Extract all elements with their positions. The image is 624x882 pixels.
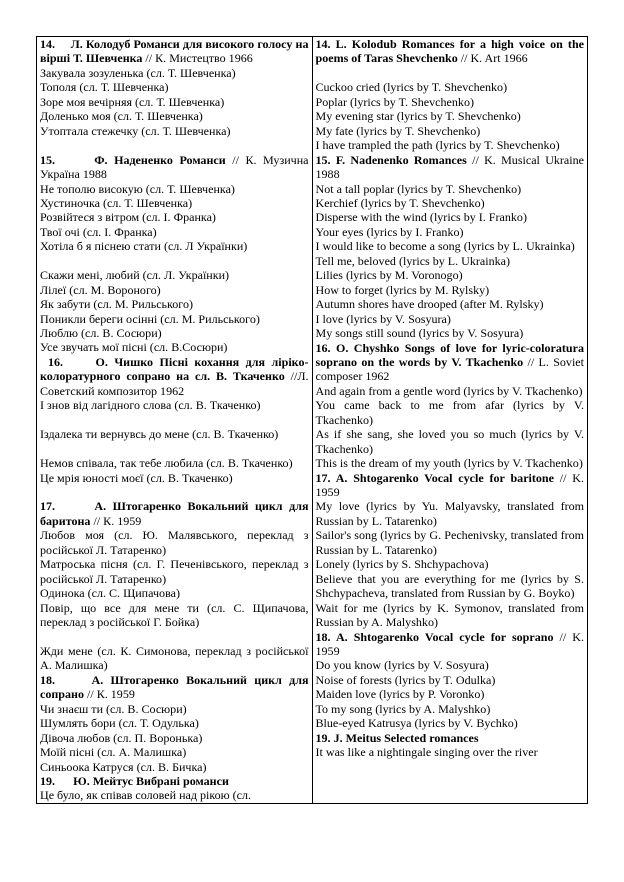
list-item: It was like a nightingale singing over the river xyxy=(315,745,538,760)
list-item: Autumn shores have drooped (after M. Rylsky) xyxy=(315,297,544,312)
list-item: Lilies (lyrics by M. Voronogo) xyxy=(315,268,463,283)
section-title: 14. Л. Колодуб Романси для високого голосу на вірші Т. Шевченка xyxy=(40,37,309,66)
list-item: Як забути (сл. М. Рильського) xyxy=(40,297,193,312)
list-item: І знов від лагідного слова (сл. В. Ткаченко) xyxy=(40,398,261,413)
list-item: Синьоока Катруся (сл. В. Бичка) xyxy=(40,759,207,774)
list-item: I have trampled the path (lyrics by T. Shevchenko) xyxy=(315,138,560,153)
list-item: My songs still sound (lyrics by V. Sosyura) xyxy=(315,326,524,341)
section-title: 19. J. Meitus Selected romances xyxy=(315,730,479,745)
section-heading xyxy=(40,499,309,528)
list-item: You came back to me from afar (lyrics by V. Tkachenko) xyxy=(315,398,584,427)
list-item: As if she sang, she loved you so much (lyrics by V. Tkachenko) xyxy=(315,427,584,456)
section-heading xyxy=(316,630,585,659)
section-publisher: // К. 1959 xyxy=(90,513,142,528)
list-item: Wait for me (lyrics by K. Symonov, translated from Russian by A. Malyshko) xyxy=(315,600,584,630)
section-heading xyxy=(40,673,309,702)
list-item: Це було, як співав соловей над рікою (сл. xyxy=(40,788,252,803)
list-item: Не тополю високую (сл. Т. Шевченка) xyxy=(40,181,235,196)
section-heading xyxy=(40,37,309,66)
list-item: Жди мене (сл. К. Симонова, переклад з російської А. Малишка) xyxy=(40,643,309,673)
table-row xyxy=(37,37,588,804)
section-heading xyxy=(40,774,309,788)
list-item: Maiden love (lyrics by P. Voronko) xyxy=(315,687,485,702)
list-item: Люблю (сл. В. Сосюри) xyxy=(40,326,162,341)
section-heading xyxy=(316,153,585,182)
list-item: Poplar (lyrics by T. Shevchenko) xyxy=(315,94,474,109)
section-publisher: //Л. Советский композитор 1962 xyxy=(40,369,309,398)
list-item: And again from a gentle word (lyrics by V. Tkachenko) xyxy=(315,383,583,398)
list-item: Твої очі (сл. І. Франка) xyxy=(40,224,157,239)
list-item: Одинока (сл. С. Щипачова) xyxy=(40,586,180,601)
section-publisher: // К. Мистецтво 1966 xyxy=(142,51,253,66)
list-item: Шумлять бори (сл. Т. Одулька) xyxy=(40,716,199,731)
document-page xyxy=(36,36,588,804)
section-title: 16. О. Чишко Пісні кохання для ліріко-колоратурного сопрано на сл. В. Ткаченко xyxy=(40,354,309,384)
list-item: Your eyes (lyrics by I. Franko) xyxy=(315,224,464,239)
list-item: Доленько моя (сл. Т. Шевченка) xyxy=(40,109,203,124)
section-publisher: // L. Soviet composer 1962 xyxy=(315,354,584,384)
list-item: Поникли береги осінні (сл. М. Рильського) xyxy=(40,311,260,326)
list-item: Усе звучать мої пісні (сл. В.Сосюри) xyxy=(40,340,228,355)
list-item: Зоре моя вечірняя (сл. Т. Шевченка) xyxy=(40,94,225,109)
english-column xyxy=(312,37,588,804)
section-title: 15. F. Nadenenko Romances xyxy=(315,152,467,167)
list-item: I would like to become a song (lyrics by L. Ukrainka) xyxy=(315,239,575,254)
section-title: 18. А. Штогаренко Вокальний цикл для сопрано xyxy=(40,672,309,702)
list-item: Do you know (lyrics by V. Sosyura) xyxy=(315,658,489,673)
list-item: Blue-eyed Katrusya (lyrics by V. Bychko) xyxy=(315,716,518,731)
list-item: Лілеї (сл. М. Вороного) xyxy=(40,282,161,297)
section-heading xyxy=(40,355,309,398)
list-item: Моїй пісні (сл. А. Малишка) xyxy=(40,745,187,760)
list-item: Немов співала, так тебе любила (сл. В. Ткаченко) xyxy=(40,456,293,471)
list-item: My fate (lyrics by T. Shevchenko) xyxy=(315,123,481,138)
list-item: Lonely (lyrics by S. Shchypachova) xyxy=(315,557,489,572)
section-title: 17. А. Штогаренко Вокальний цикл для баритона xyxy=(40,499,309,528)
section-heading xyxy=(40,153,309,182)
list-item: Not a tall poplar (lyrics by T. Shevchenko) xyxy=(315,181,522,196)
list-item: Розвійтеся з вітром (сл. І. Франка) xyxy=(40,210,216,225)
list-item: Believe that you are everything for me (lyrics by S. Shchypacheva, translated from Russian by G. Boyko) xyxy=(315,571,584,601)
section-title: 16. O. Chyshko Songs of love for lyric-coloratura soprano on the words by V. Tkachenko xyxy=(315,340,584,369)
list-item: Cuckoo cried (lyrics by T. Shevchenko) xyxy=(315,80,508,95)
list-item: Закувала зозуленька (сл. Т. Шевченка) xyxy=(40,65,236,80)
section-heading xyxy=(316,471,585,500)
list-item: Тополя (сл. Т. Шевченка) xyxy=(40,80,169,95)
list-item: How to forget (lyrics by M. Rylsky) xyxy=(315,282,490,297)
list-item: To my song (lyrics by A. Malyshko) xyxy=(315,701,491,716)
section-publisher: // K. Art 1966 xyxy=(457,51,528,66)
list-item: Матроська пісня (сл. Г. Печенівського, переклад з російської Л. Татаренко) xyxy=(40,557,309,586)
section-title: 17. A. Shtogarenko Vocal cycle for baritone xyxy=(315,470,554,485)
list-item: Утоптала стежечку (сл. Т. Шевченка) xyxy=(40,123,231,138)
list-item: Це мрія юності моєї (сл. В. Ткаченко) xyxy=(40,470,233,485)
list-item: My love (lyrics by Yu. Malyavsky, translated from Russian by L. Tatarenko) xyxy=(315,499,584,528)
section-publisher: // К. 1959 xyxy=(84,687,135,702)
section-title: 14. L. Kolodub Romances for a high voice on the poems of Taras Shevchenko xyxy=(315,37,584,66)
list-item: Чи знаєш ти (сл. В. Сосюри) xyxy=(40,701,187,716)
list-item: Noise of forests (lyrics by T. Odulka) xyxy=(315,672,496,687)
list-item: Дівоча любов (сл. П. Воронька) xyxy=(40,730,203,745)
section-publisher: // K. Musical Ukraine 1988 xyxy=(315,152,584,182)
list-item: Скажи мені, любий (сл. Л. Українки) xyxy=(40,268,230,283)
list-item: Sailor's song (lyrics by G. Pechenivsky, translated from Russian by L. Tatarenko) xyxy=(315,528,584,557)
list-item: Хустиночка (сл. Т. Шевченка) xyxy=(40,195,193,210)
list-item: This is the dream of my youth (lyrics by V. Tkachenko) xyxy=(315,456,583,471)
section-heading xyxy=(316,731,585,745)
list-item: Kerchief (lyrics by T. Shevchenko) xyxy=(315,195,485,210)
ukrainian-column xyxy=(37,37,313,804)
bilingual-table xyxy=(36,36,588,804)
section-publisher: // K. 1959 xyxy=(315,629,584,659)
list-item: Disperse with the wind (lyrics by I. Franko) xyxy=(315,210,527,225)
section-heading xyxy=(316,341,585,384)
section-title: 19. Ю. Мейтус Вибрані романси xyxy=(40,774,229,789)
list-item: Повір, що все для мене ти (сл. С. Щипачова, переклад з російської Г. Бойка) xyxy=(40,600,309,630)
list-item: My evening star (lyrics by T. Shevchenko) xyxy=(315,109,521,124)
list-item: Хотіла б я піснею стати (сл. Л Українки) xyxy=(40,239,248,254)
section-heading xyxy=(316,37,585,66)
list-item: Любов моя (сл. Ю. Малявського, переклад з російської Л. Татаренко) xyxy=(40,528,309,557)
list-item: Tell me, beloved (lyrics by L. Ukrainka) xyxy=(315,253,511,268)
section-publisher: // К. Музична Україна 1988 xyxy=(40,152,309,182)
section-title: 15. Ф. Надененко Романси xyxy=(40,152,226,167)
section-publisher: // K. 1959 xyxy=(315,470,584,500)
section-title: 18. A. Shtogarenko Vocal cycle for soprano xyxy=(315,629,554,644)
list-item: Іздалека ти вернувсь до мене (сл. В. Ткаченко) xyxy=(40,427,279,442)
list-item: I love (lyrics by V. Sosyura) xyxy=(315,311,451,326)
